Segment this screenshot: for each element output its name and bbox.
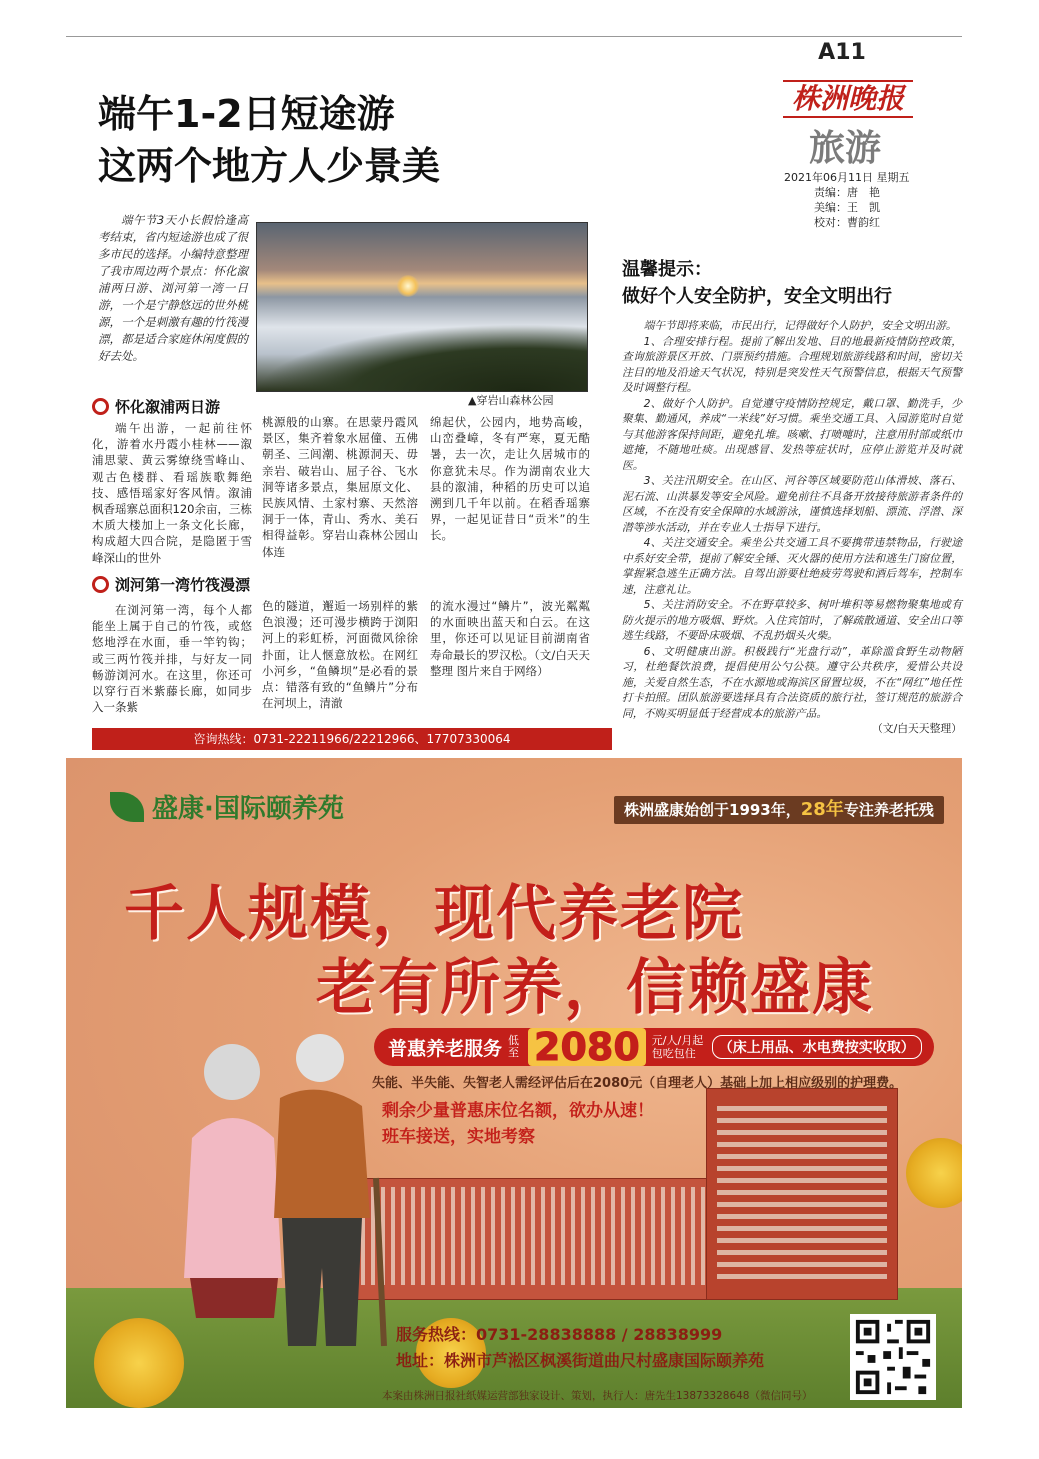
ad-promo1: 剩余少量普惠床位名额，欲办从速！ (382, 1101, 654, 1121)
section2-col2-text: 色的隧道，邂逅一场别样的紫色浪漫；还可漫步横跨于浏阳河上的彩虹桥，河面微风徐徐扑面，让人惬意放松。在网红小河乡，“鱼鳞坝”是必看的景点：错落有致的“鱼鳞片”分布在河坝上，清澈 (262, 599, 418, 711)
ad-headline1: 千人规模，现代养老院 (124, 879, 744, 949)
ad-service-hotline: 服务热线：0731-28838888 / 28838999 (396, 1325, 723, 1344)
issue-date: 2021年06月11日 星期五 (784, 171, 910, 184)
chrysanthemum-shape (906, 1138, 962, 1208)
ad-contact (396, 1322, 856, 1382)
section2-col2 (262, 598, 418, 711)
tips-credit: （文/白天天整理） (871, 722, 962, 735)
chrysanthemum-shape (94, 1318, 184, 1408)
ad-price-banner (374, 1025, 934, 1069)
tips-item: 5、关注消防安全。不在野草较多、树叶堆积等易燃物聚集地或有防火提示的地方吸烟、野炊。入住宾馆时，了解疏散通道、安全出口等逃生线路，不要卧床吸烟、不乱扔烟头火柴。 (622, 598, 962, 642)
article-headline (98, 88, 658, 192)
article-intro: 端午节3天小长假恰逢高考结束，省内短途游也成了很多市民的选择。小编特意整理了我市周边两个景点：怀化溆浦两日游、浏河第一湾一日游，一个是宁静悠远的世外桃源，一个是刺激有趣的竹筏漫漂，都是适合家庭休闲度假的好去处。 (98, 213, 248, 363)
advertisement (66, 758, 962, 1408)
newspaper-logo: 株洲晚报 (783, 80, 913, 118)
proofreader: 校对：曹韵红 (814, 216, 880, 229)
price-value: 2080 (528, 1028, 646, 1066)
section2-col1 (92, 602, 252, 715)
tips-title-line2: 做好个人安全防护，安全文明出行 (622, 286, 892, 307)
price-note: （床上用品、水电费按实收取） (712, 1035, 922, 1059)
price-unit: 元/人/月起 包吃包住 (651, 1034, 704, 1060)
tips-intro: 端午节即将来临，市民出行，记得做好个人防护，安全文明出游。 (643, 319, 957, 332)
ad-since-text: 株洲盛康始创于1993年， (624, 801, 801, 819)
ad-description: 失能、半失能、失智老人需经评估后在2080元（自理老人）基础上加上相应级别的护理费。 (372, 1076, 903, 1091)
ad-since-years: 28年 (800, 799, 844, 820)
leaf-logo-icon (110, 792, 144, 822)
ad-since-tail: 专注养老托残 (843, 801, 934, 819)
headline-line1: 端午1-2日短途游 (98, 92, 395, 136)
hills-shape (257, 324, 587, 391)
section2-heading (92, 574, 250, 595)
photo-caption: ▲穿岩山森林公园 (468, 394, 554, 407)
top-rule (66, 36, 962, 37)
tips-title (622, 256, 962, 310)
tips-item: 6、文明健康出游。积极践行“光盘行动”，革除滥食野生动物陋习，杜绝餐饮浪费，提倡使用公勺公筷。遵守公共秩序，爱惜公共设施，关爱自然生态，不在水源地或海滨区留置垃圾，不在“网红”地任性打卡拍照。团队旅游要选择具有合法资质的旅行社，签订规范的旅游合同，不购买明显低于经营成本的旅游产品。 (622, 644, 962, 720)
tips-title-line1: 温馨提示： (622, 259, 712, 280)
ad-since-badge (614, 796, 944, 824)
section1-heading (92, 396, 220, 417)
tips-item: 3、关注汛期安全。在山区、河谷等区域要防范山体滑坡、落石、泥石流、山洪暴发等安全风险。避免前往不具备开放接待旅游者条件的区域，不在没有安全保障的水域游泳，谨慎选择划船、漂流、浮潜、深潜等涉水活动，并在专业人士指导下进行。 (622, 474, 962, 534)
tips-body (622, 318, 962, 737)
bullet-ring-icon (92, 398, 109, 415)
ad-address: 地址：株洲市芦淞区枫溪街道曲尺村盛康国际颐养苑 (396, 1351, 765, 1370)
sun-shape (397, 275, 419, 297)
section1-title: 怀化溆浦两日游 (115, 398, 221, 416)
section2-col1-text: 在浏河第一湾，每个人都能坐上属于自己的竹筏，或悠悠地浮在水面，垂一竿钓钩；或三两竹筏并排，与好友一同畅游浏河水。在这里，你还可以穿行百米紫藤长廊，如同步入一条紫 (92, 603, 252, 715)
page-number: A11 (818, 40, 866, 65)
designer: 美编：王 凯 (814, 201, 880, 214)
headline-line2: 这两个地方人少景美 (98, 144, 441, 188)
ad-promos (382, 1098, 654, 1150)
tips-item: 1、合理安排行程。提前了解出发地、目的地最新疫情防控政策，查询旅游景区开放、门票预约措施。合理规划旅游线路和时间，密切关注目的地及沿途天气状况，特别是突发性天气预警信息，根据天气预警及时调整行程。 (622, 334, 962, 394)
tower-building-shape (706, 1088, 898, 1300)
price-label: 普惠养老服务 (388, 1037, 503, 1060)
consult-hotline-bar: 咨询热线：0731-22211966/22212966、17707330064 (92, 728, 612, 750)
section2-title: 浏河第一湾竹筏漫漂 (115, 576, 251, 594)
ad-footer: 本案由株洲日报社纸媒运营部独家设计、策划，执行人：唐先生13873328648（微信同号） (382, 1390, 813, 1402)
section2-col3 (430, 598, 590, 679)
ad-headline2: 老有所养，信赖盛康 (316, 953, 874, 1023)
ad-brand (110, 788, 344, 825)
page-meta (784, 170, 944, 230)
ad-promo2: 班车接送，实地考察 (382, 1127, 535, 1147)
section-name: 旅游 (808, 127, 881, 169)
elderly-couple-illustration (170, 1028, 400, 1348)
section1-col2 (262, 414, 418, 560)
tips-item: 4、关注交通安全。乘坐公共交通工具不要携带违禁物品，行驶途中系好安全带，提前了解安全锤、灭火器的使用方法和逃生门窗位置，掌握紧急逃生正确方法。自驾出游要杜绝疲劳驾驶和酒后驾车，控制车速，注意礼让。 (622, 536, 962, 596)
section2-col3-text: 的流水漫过“鳞片”，波光粼粼的水面映出蓝天和白云。在这里，你还可以见证目前湖南省寿命最长的罗汉松。（文/白天天整理 图片来自于网络） (430, 599, 590, 678)
article-photo (256, 222, 588, 392)
section1-col2-text: 桃源般的山寨。在思蒙丹霞风景区，集齐着象水屈僮、五佛朝圣、三闾潮、桃源洞天、毋亲岩、破岩山、屈子谷、飞水洞等诸多景点，集屈原文化、民族风情、土家村寨、天然溶洞于一体，青山、秀水、美石相得益彰。穿岩山森林公园山体连 (262, 415, 418, 559)
section1-col3-text: 绵起伏，公园内，地势高峻，山峦叠嶂，冬有严寒，夏无酷暑，去一次，走让久居城市的你意犹未尽。作为湖南农业大县的溆浦，种稻的历史可以追溯到几千年以前。在稻香瑶寨界，一起见证昔日“贡米”的生长。 (430, 415, 590, 543)
tips-item: 2、做好个人防护。自觉遵守疫情防控规定，戴口罩、勤洗手，少聚集、勤通风，养成“一米线”好习惯。乘坐交通工具、入园游览时自觉与其他游客保持间距，避免扎堆。咳嗽、打喷嚏时，注意用肘部或纸巾遮掩，不随地吐痰。出现感冒、发热等症状时，应停止游览并及时就医。 (622, 396, 962, 472)
section1-col3 (430, 414, 590, 544)
editor: 责编：唐 艳 (814, 186, 880, 199)
bullet-ring-icon (92, 576, 109, 593)
section1-col1 (92, 420, 252, 566)
ad-brand-name: 盛康·国际颐养苑 (152, 794, 344, 824)
price-low: 低至 (508, 1034, 520, 1059)
section1-col1-text: 端午出游，一起前往怀化，游着水丹霞小桂林——溆浦思蒙、黄云雾缭绕雪峰山、观古色楼群、看瑶族歌舞绝技、感悟瑶家好客风情。溆浦枫香瑶寨总面积120余亩，三栋木质大楼加上一条文化长廊，构成超大四合院，是隐匿于雪峰深山的世外 (92, 421, 252, 565)
